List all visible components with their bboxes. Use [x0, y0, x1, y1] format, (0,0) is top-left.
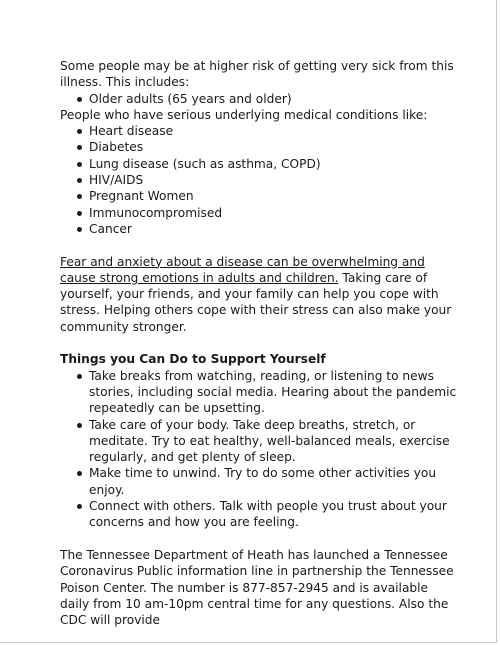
- stress-paragraph: [60, 254, 460, 335]
- risk-list: [60, 91, 460, 107]
- spacer: [60, 335, 460, 351]
- page-content: [60, 58, 460, 628]
- spacer: [60, 237, 460, 253]
- support-list: [60, 368, 460, 531]
- list-item: Take care of your body. Take deep breaths, stretch, or meditate. Try to eat healthy, well-balanced meals, exercise regularly, and get plenty of sleep.: [60, 417, 460, 466]
- list-item: HIV/AIDS: [60, 172, 460, 188]
- support-heading: Things you Can Do to Support Yourself: [60, 352, 326, 367]
- list-item: Cancer: [60, 221, 460, 237]
- spacer: [60, 531, 460, 547]
- list-item: Diabetes: [60, 139, 460, 155]
- list-item: Connect with others. Talk with people you trust about your concerns and how you are feeling.: [60, 498, 460, 531]
- list-item: Make time to unwind. Try to do some other activities you enjoy.: [60, 465, 460, 498]
- list-item: Pregnant Women: [60, 188, 460, 204]
- list-item: Heart disease: [60, 123, 460, 139]
- stress-body-text: Taking care of yourself, your friends, and your family can help you cope with stress. Helping others cope with their stress can also make your community stronger.: [60, 270, 452, 334]
- list-item: Take breaks from watching, reading, or listening to news stories, including social media. Hearing about the pandemic repeatedly can be upsetting.: [60, 368, 460, 417]
- risk-paragraph: Some people may be at higher risk of getting very sick from this illness. This includes:: [60, 59, 454, 90]
- list-item: Lung disease (such as asthma, COPD): [60, 156, 460, 172]
- conditions-paragraph: People who have serious underlying medical conditions like:: [60, 107, 428, 122]
- list-item: Older adults (65 years and older): [60, 91, 460, 107]
- stress-underlined-text: Fear and anxiety about a disease can be overwhelming and cause strong emotions in adults and children.: [60, 254, 425, 285]
- conditions-list: [60, 123, 460, 237]
- list-item: Immunocompromised: [60, 205, 460, 221]
- hotline-paragraph: The Tennessee Department of Heath has launched a Tennessee Coronavirus Public information line in partnership the Tennessee Poison Center. The number is 877-857-2945 and is available daily from 10 am-10pm central time for any questions. Also the CDC will provide: [60, 547, 454, 628]
